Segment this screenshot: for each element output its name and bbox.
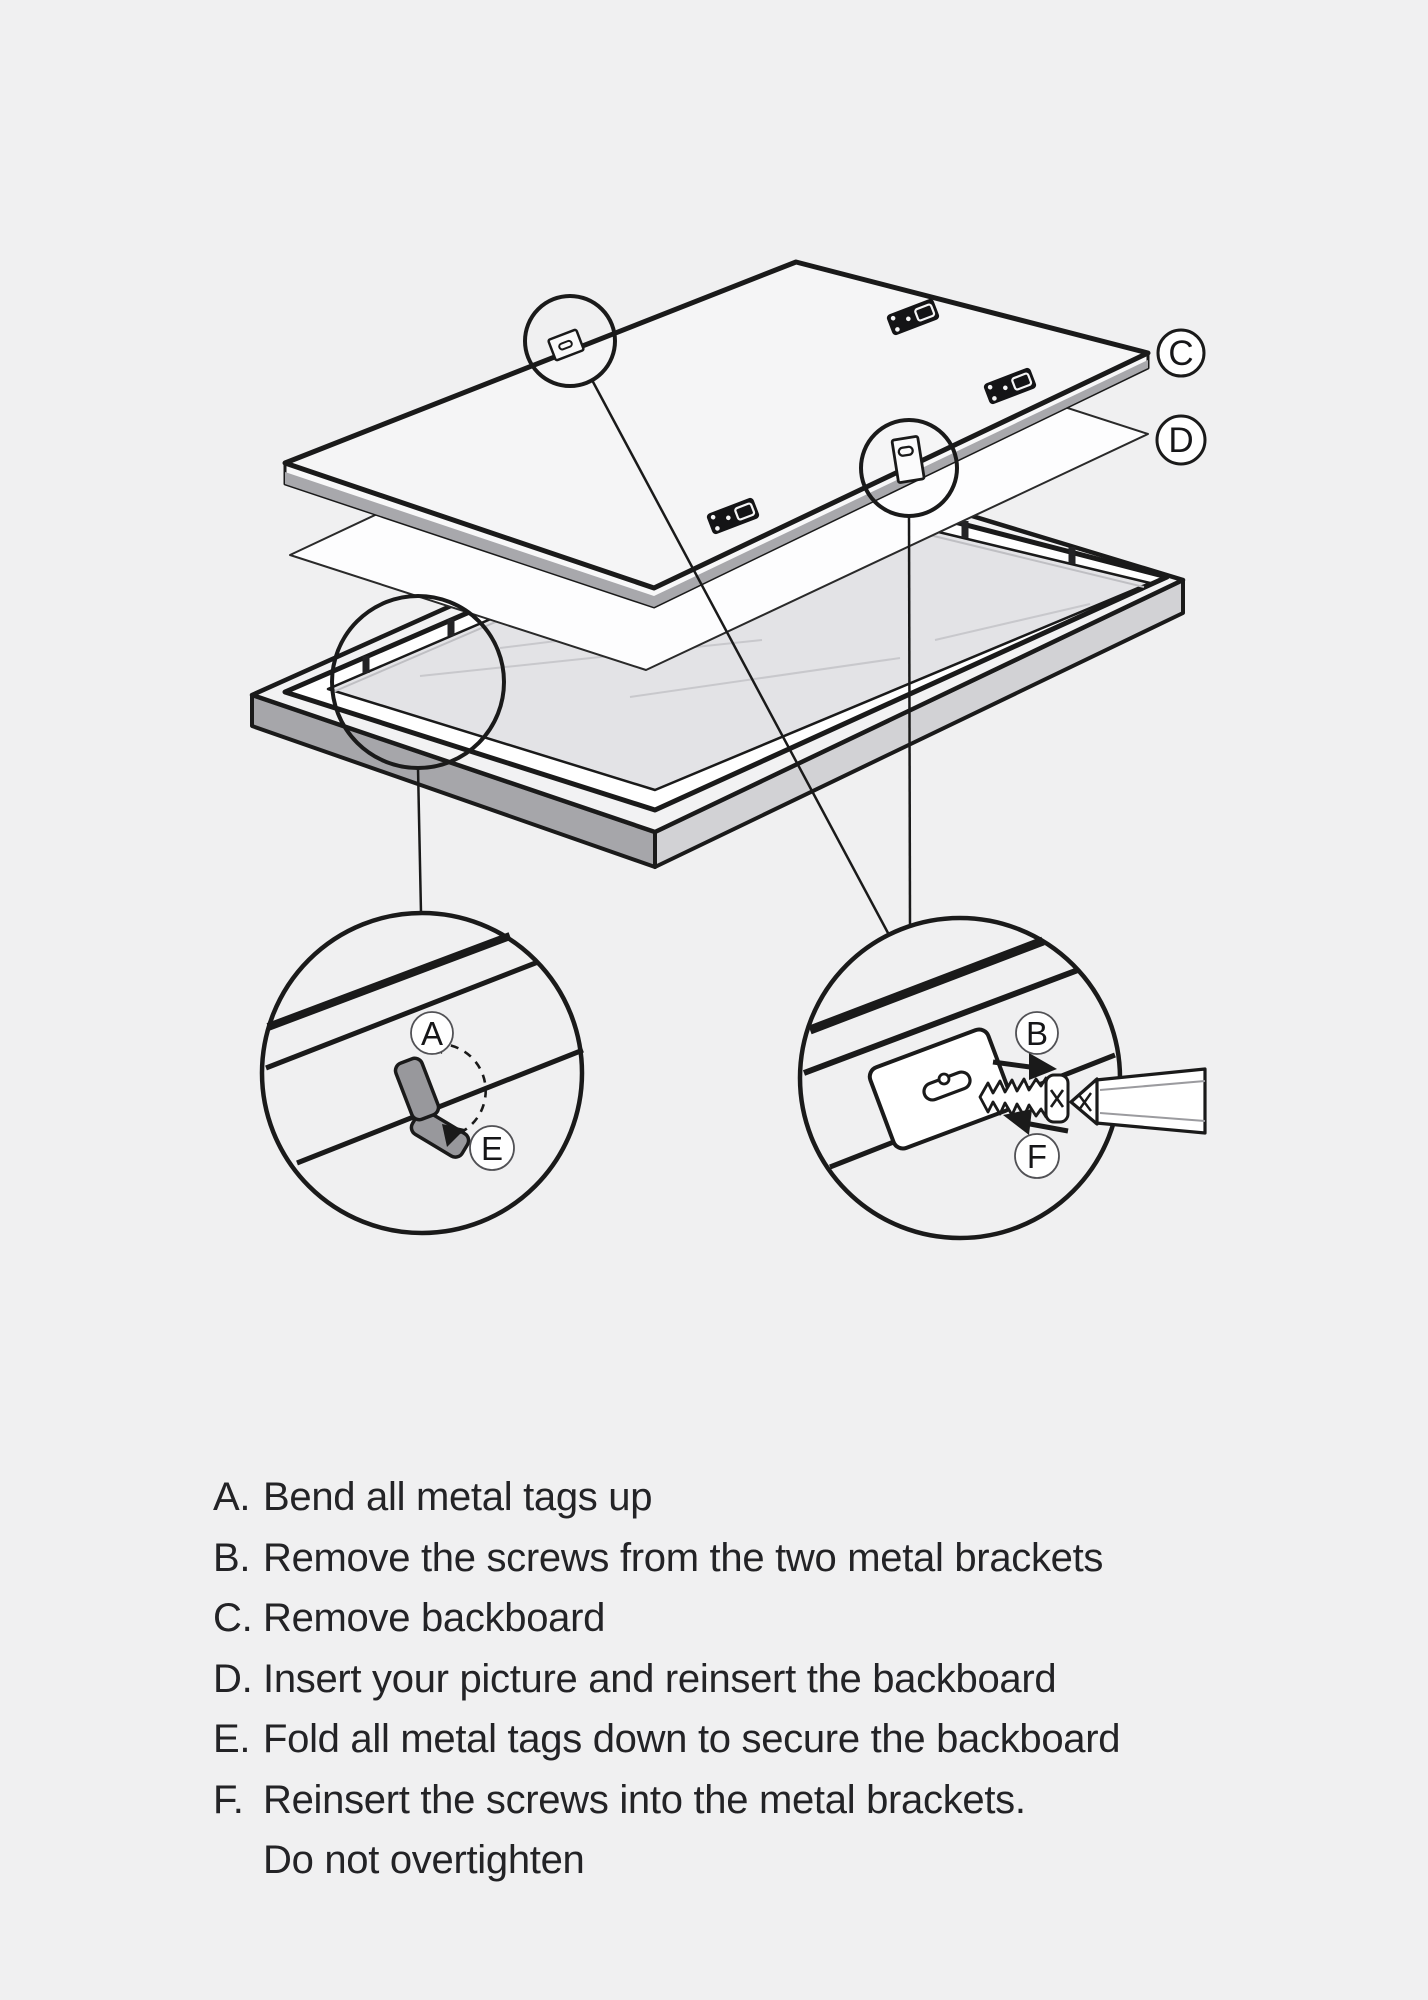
screw-threads <box>980 1078 1046 1117</box>
instruction-letter: B. <box>213 1536 251 1580</box>
connector-left <box>418 768 421 913</box>
connector-right-2 <box>909 516 910 926</box>
label-b-letter: B <box>1025 1015 1049 1052</box>
magnifier-screw <box>800 918 1205 1238</box>
instruction-text-continuation: Do not overtighten <box>263 1838 585 1882</box>
screwdriver-shaft <box>1096 1069 1205 1133</box>
metal-tag <box>363 656 370 673</box>
metal-tag <box>1069 547 1076 564</box>
metal-tag <box>448 619 455 636</box>
instruction-letter: F. <box>213 1778 244 1822</box>
label-f-letter: F <box>1026 1138 1048 1175</box>
label-e-letter: E <box>480 1130 504 1167</box>
instruction-text: Fold all metal tags down to secure the backboard <box>263 1717 1121 1761</box>
label-a-letter: A <box>420 1015 444 1052</box>
magnifier-tag <box>262 913 583 1233</box>
instruction-letter: A. <box>213 1475 251 1519</box>
frame-edge-line <box>268 936 510 1027</box>
tag-arm <box>393 1056 441 1122</box>
instruction-letter: C. <box>213 1596 253 1640</box>
instruction-letter: D. <box>213 1657 253 1701</box>
instruction-text: Bend all metal tags up <box>263 1475 653 1519</box>
label-d-letter: D <box>1168 421 1194 460</box>
instruction-text: Insert your picture and reinsert the backboard <box>263 1657 1057 1701</box>
instruction-text: Reinsert the screws into the metal brackets. <box>263 1778 1026 1822</box>
instruction-text: Remove backboard <box>263 1596 606 1640</box>
label-d <box>1157 416 1205 464</box>
label-c-letter: C <box>1168 334 1194 373</box>
label-c <box>1158 330 1204 376</box>
reinsert-arrow-shaft <box>1030 1124 1068 1131</box>
bracket-slot-notch <box>939 1074 949 1084</box>
screwdriver <box>1071 1069 1205 1133</box>
metal-tag <box>962 521 969 538</box>
instruction-text: Remove the screws from the two metal brackets <box>263 1536 1104 1580</box>
instruction-list <box>213 1475 1120 1882</box>
standing-tag <box>892 436 924 483</box>
instruction-letter: E. <box>213 1717 251 1761</box>
reinsert-arrowhead <box>1003 1109 1032 1135</box>
backboard-edge-line <box>810 941 1043 1030</box>
